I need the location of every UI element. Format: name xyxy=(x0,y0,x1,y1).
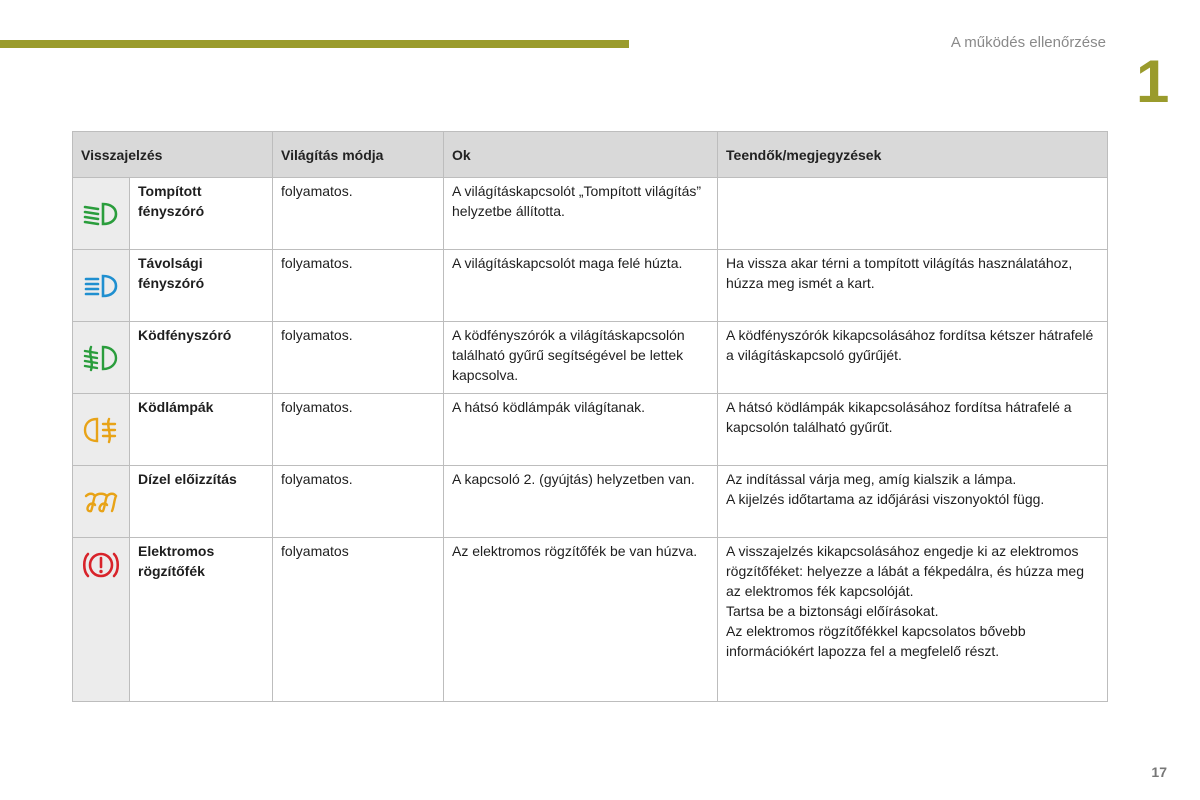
action-line: Az indítással várja meg, amíg kialszik a lámpa. xyxy=(726,471,1017,487)
table-row xyxy=(73,322,1108,394)
cause: A ködfényszórók a világításkapcsolón található gyűrű segítségével be lettek kapcsolva. xyxy=(444,322,718,394)
table-row xyxy=(73,466,1108,538)
action-line: Tartsa be a biztonsági előírásokat. xyxy=(726,603,939,619)
indicator-name: Dízel előizzítás xyxy=(130,466,273,538)
actions: A ködfényszórók kikapcsolásához fordítsa kétszer hátrafelé a világításkapcsoló gyűrűjét. xyxy=(718,322,1108,394)
actions: A hátsó ködlámpák kikapcsolásához fordítsa hátrafelé a kapcsolón található gyűrűt. xyxy=(718,394,1108,466)
page-number: 17 xyxy=(1151,764,1167,780)
cause: Az elektromos rögzítőfék be van húzva. xyxy=(444,538,718,702)
actions xyxy=(718,178,1108,250)
header-mode: Világítás módja xyxy=(273,132,444,178)
action-line: Az elektromos rögzítőfékkel kapcsolatos bővebb információkért lapozza fel a megfelelő részt. xyxy=(726,623,1026,659)
warning-lights-table xyxy=(72,131,1108,702)
action-line: A kijelzés időtartama az időjárási viszonyoktól függ. xyxy=(726,491,1045,507)
action-line: A visszajelzés kikapcsolásához engedje ki az elektromos rögzítőféket: helyezze a lábát a fékpedálra, és húzza meg az elektromos fék kapcsolóját. xyxy=(726,543,1085,599)
cause: A hátsó ködlámpák világítanak. xyxy=(444,394,718,466)
lighting-mode: folyamatos xyxy=(273,538,444,702)
rear-fog-lamp-icon xyxy=(81,415,121,445)
cause: A világításkapcsolót maga felé húzta. xyxy=(444,250,718,322)
table-row xyxy=(73,250,1108,322)
cause: A világításkapcsolót „Tompított világítás” helyzetbe állította. xyxy=(444,178,718,250)
table-row xyxy=(73,178,1108,250)
diesel-preheat-icon xyxy=(81,487,121,517)
indicator-name: Elektromos rögzítőfék xyxy=(130,538,273,702)
electric-parking-brake-icon xyxy=(81,548,121,582)
lighting-mode: folyamatos. xyxy=(273,250,444,322)
lighting-mode: folyamatos. xyxy=(273,466,444,538)
indicator-name: Tompított fényszóró xyxy=(130,178,273,250)
lighting-mode: folyamatos. xyxy=(273,394,444,466)
lighting-mode: folyamatos. xyxy=(273,178,444,250)
header-accent-bar xyxy=(0,40,629,48)
table-row xyxy=(73,394,1108,466)
front-fog-lamp-icon xyxy=(81,343,121,373)
header-cause: Ok xyxy=(444,132,718,178)
header-actions: Teendők/megjegyzések xyxy=(718,132,1108,178)
cause: A kapcsoló 2. (gyújtás) helyzetben van. xyxy=(444,466,718,538)
indicator-name: Ködfényszóró xyxy=(130,322,273,394)
table-header-row xyxy=(73,132,1108,178)
chapter-number: 1 xyxy=(1136,48,1170,115)
header-indicator: Visszajelzés xyxy=(73,132,273,178)
table-row xyxy=(73,538,1108,702)
indicator-name: Távolsági fényszóró xyxy=(130,250,273,322)
section-title: A működés ellenőrzése xyxy=(950,34,1106,51)
indicator-name: Ködlámpák xyxy=(130,394,273,466)
main-beam-icon xyxy=(81,271,121,301)
dipped-beam-icon xyxy=(81,199,121,229)
lighting-mode: folyamatos. xyxy=(273,322,444,394)
actions: Ha vissza akar térni a tompított világítás használatához, húzza meg ismét a kart. xyxy=(718,250,1108,322)
actions xyxy=(718,538,1108,702)
actions xyxy=(718,466,1108,538)
